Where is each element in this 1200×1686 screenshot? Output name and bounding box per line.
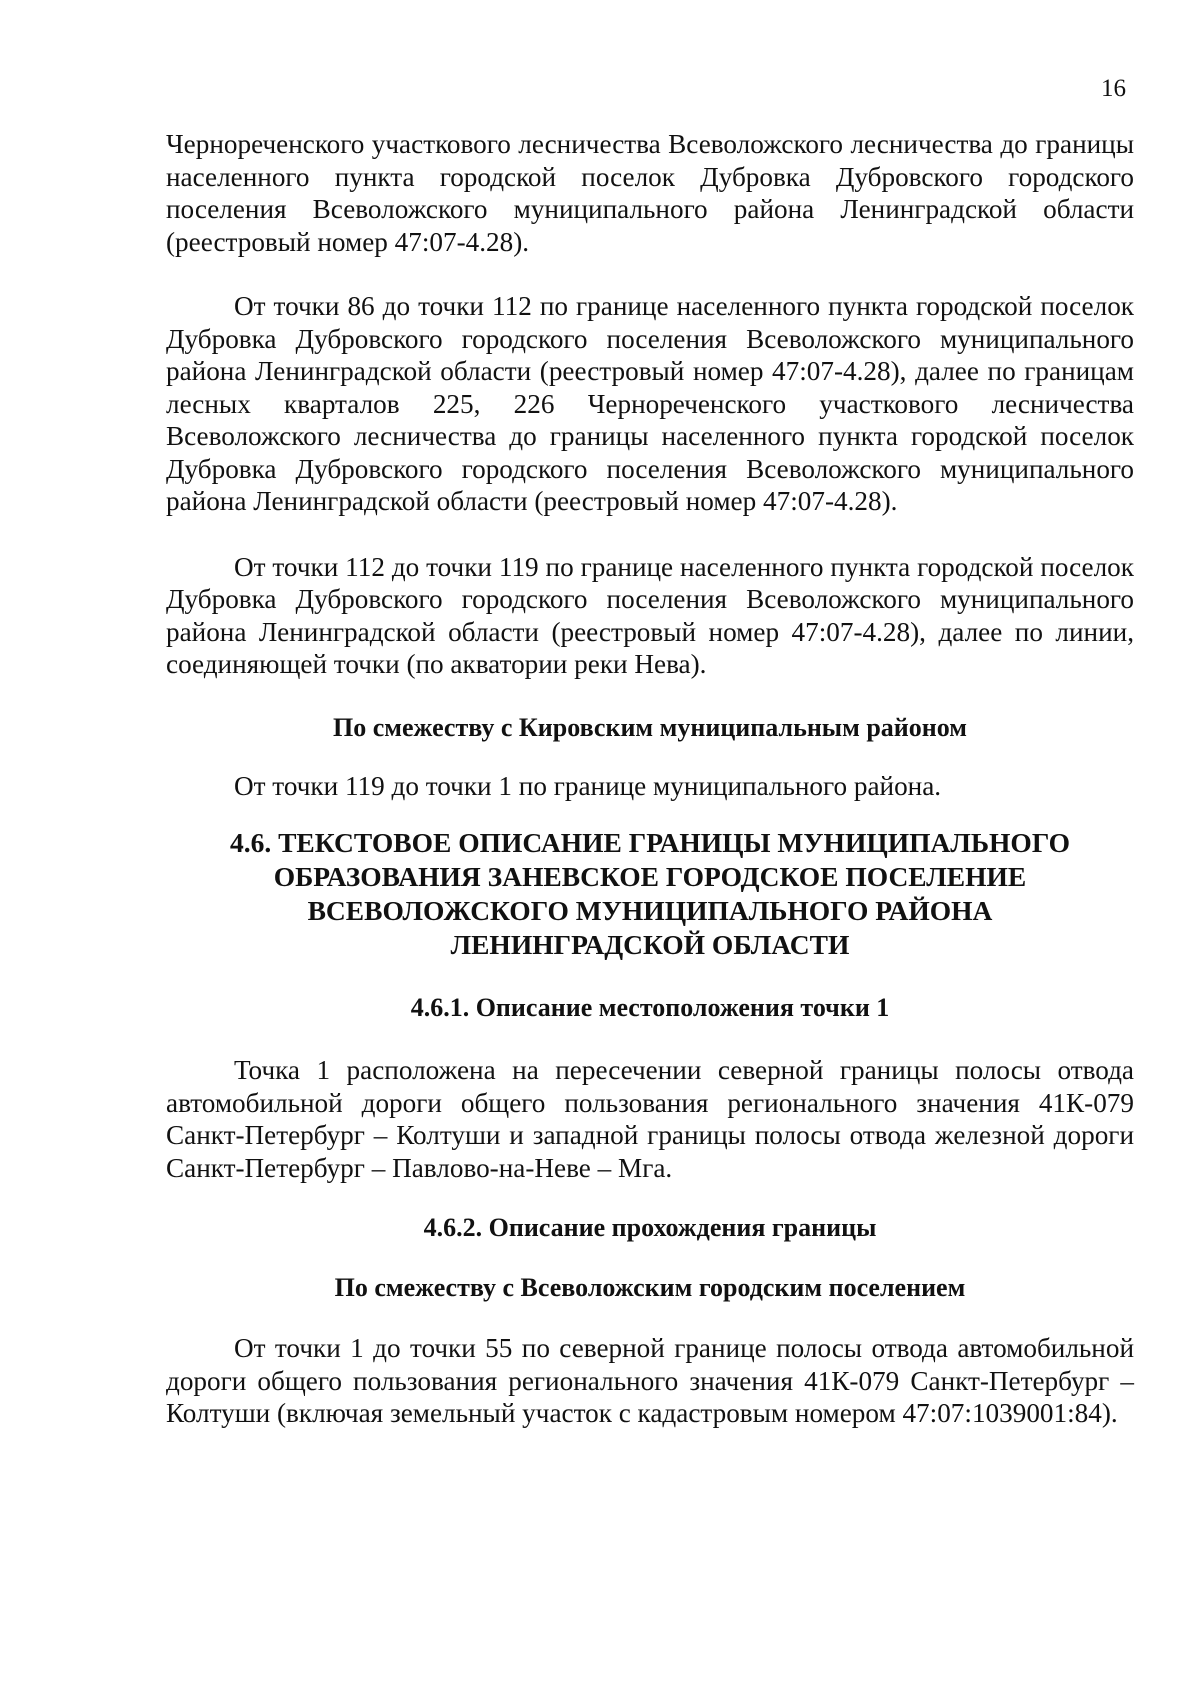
page-number: 16: [1101, 75, 1126, 102]
paragraph-point-1-location: Точка 1 расположена на пересечении северной границы полосы отвода автомобильной дороги общего пользования регионального значения 41К-079 Санкт-Петербург – Колтуши и западной границы полосы отвода железной дороги Санкт-Петербург – Павлово-на-Неве – Мга.: [166, 1055, 1134, 1183]
section-heading-line-3: ВСЕВОЛОЖСКОГО МУНИЦИПАЛЬНОГО РАЙОНА: [307, 895, 993, 926]
subsection-heading-4-6-1: 4.6.1. Описание местоположения точки 1: [410, 993, 890, 1022]
paragraph-points-119-1: От точки 119 до точки 1 по границе муниципального района.: [234, 770, 942, 801]
section-heading-line-2: ОБРАЗОВАНИЯ ЗАНЕВСКОЕ ГОРОДСКОЕ ПОСЕЛЕНИЕ: [273, 861, 1027, 892]
heading-vsevolozhsk-adjacency: По смежеству с Всеволожским городским поселением: [334, 1273, 966, 1302]
section-heading-line-1: 4.6. ТЕКСТОВОЕ ОПИСАНИЕ ГРАНИЦЫ МУНИЦИПАЛЬНОГО: [229, 827, 1071, 858]
section-heading-line-4: ЛЕНИНГРАДСКОЙ ОБЛАСТИ: [450, 929, 850, 960]
heading-kirovsky-adjacency: По смежеству с Кировским муниципальным районом: [333, 712, 967, 742]
subsection-heading-4-6-2: 4.6.2. Описание прохождения границы: [423, 1213, 877, 1242]
paragraph-continuation: Чернореченского участкового лесничества Всеволожского лесничества до границы населенного пункта городской поселок Дубровка Дубровского городского поселения Всеволожского муниципального района Ленинградской области (реестровый номер 47:07-4.28).: [166, 129, 1134, 257]
document-body: [166, 128, 1134, 1430]
section-heading-4-6: [166, 826, 1134, 962]
paragraph-points-112-119: От точки 112 до точки 119 по границе населенного пункта городской поселок Дубровка Дубровского городского поселения Всеволожского муниципального района Ленинградской области (реестровый номер 47:07-4.28), далее по линии, соединяющей точки (по акватории реки Нева).: [166, 551, 1134, 679]
paragraph-points-1-55: От точки 1 до точки 55 по северной границе полосы отвода автомобильной дороги общего пользования регионального значения 41К-079 Санкт-Петербург – Колтуши (включая земельный участок с кадастровым номером 47:07:1039001:84).: [166, 1333, 1134, 1428]
paragraph-points-86-112: От точки 86 до точки 112 по границе населенного пункта городской поселок Дубровка Дубровского городского поселения Всеволожского муниципального района Ленинградской области (реестровый номер 47:07-4.28), далее по границам лесных кварталов 225, 226 Чернореченского участкового лесничества Всеволожского лесничества до границы населенного пункта городской поселок Дубровка Дубровского городского поселения Всеволожского муниципального района Ленинградской области (реестровый номер 47:07-4.28).: [166, 291, 1134, 516]
